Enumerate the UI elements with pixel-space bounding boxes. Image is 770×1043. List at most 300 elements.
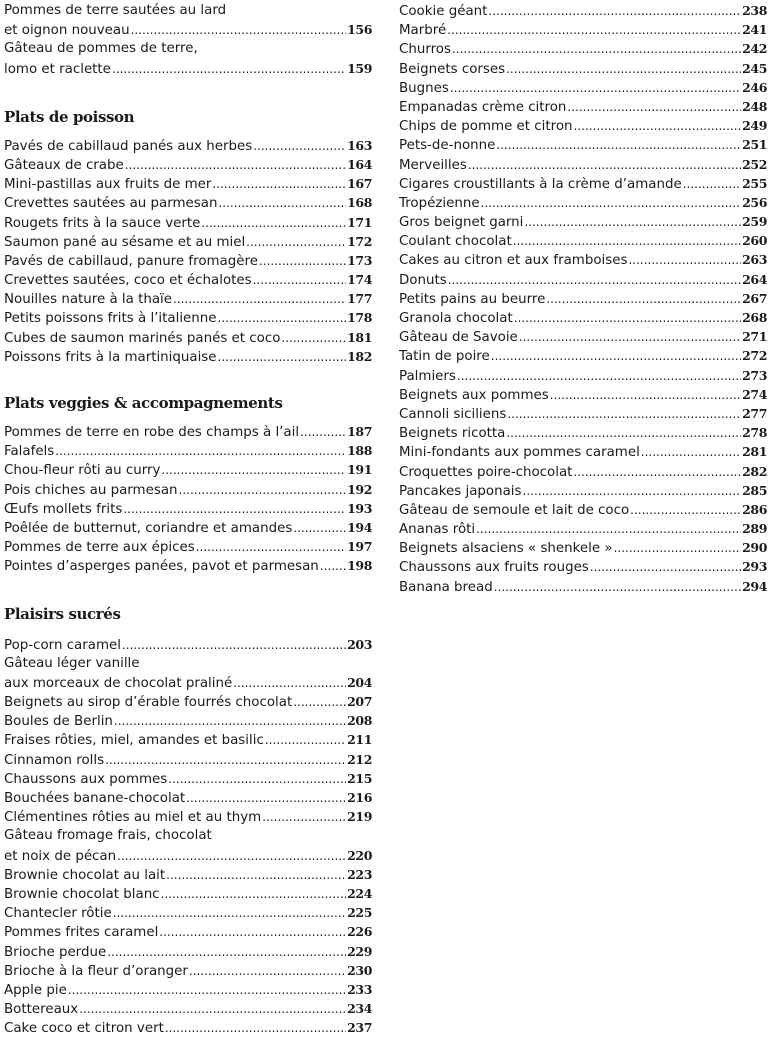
entry-title: Gâteau de Savoie [399, 330, 518, 346]
page-number: 251 [742, 137, 767, 153]
entry-line [399, 577, 767, 596]
page-number: 237 [347, 1020, 372, 1036]
page-number: 198 [347, 558, 372, 574]
entry-title: Apple pie [4, 982, 67, 998]
entry-title: Cakes au citron et aux framboises [399, 253, 628, 269]
entry-line [399, 39, 767, 58]
page-number: 220 [347, 847, 372, 863]
entry-title: Pets-de-nonne [399, 138, 496, 154]
entry-title: Chips de pomme et citron [399, 119, 573, 135]
entry-line [4, 499, 372, 518]
section-spacer [4, 366, 372, 393]
page-number: 249 [742, 118, 767, 134]
toc-entry[interactable] [4, 884, 372, 903]
entry-line [399, 423, 767, 442]
entry-line [4, 711, 372, 730]
toc-entry[interactable] [399, 481, 767, 500]
toc-entry[interactable] [399, 500, 767, 519]
dot-leader [114, 712, 346, 731]
toc-entry[interactable] [4, 807, 372, 826]
toc-entry[interactable] [4, 328, 372, 347]
entry-title: Chaussons aux fruits rouges [399, 560, 589, 576]
entry-line [399, 97, 767, 116]
dot-leader [186, 789, 346, 808]
entry-title: Petits pains au beurre [399, 291, 546, 307]
dot-leader [496, 136, 741, 155]
entry-line [4, 1018, 372, 1037]
dot-leader [293, 519, 346, 538]
dot-leader [476, 520, 741, 539]
entry-line [399, 442, 767, 461]
toc-entry[interactable] [4, 654, 372, 692]
entry-line [4, 922, 372, 941]
toc-entry[interactable] [4, 308, 372, 327]
toc-entry[interactable] [4, 251, 372, 270]
page-number: 225 [347, 905, 372, 921]
page-number: 260 [742, 233, 767, 249]
toc-entry[interactable] [399, 250, 767, 269]
toc-entry[interactable] [399, 519, 767, 538]
page-number: 223 [347, 866, 372, 882]
toc-entry[interactable] [4, 499, 372, 518]
page-number: 212 [347, 751, 372, 767]
entry-title: Pavés de cabillaud, panure fromagère [4, 253, 258, 269]
toc-entry[interactable] [4, 769, 372, 788]
toc-entry[interactable] [399, 423, 767, 442]
entry-title: Bugnes [399, 80, 449, 96]
toc-entry[interactable] [399, 442, 767, 461]
page-number: 281 [742, 444, 767, 460]
page-number: 289 [742, 521, 767, 537]
entry-line [4, 174, 372, 193]
toc-entry[interactable] [399, 193, 767, 212]
toc-entry[interactable] [399, 538, 767, 557]
entry-line [399, 193, 767, 212]
toc-entry[interactable] [4, 441, 372, 460]
dot-leader [574, 117, 742, 136]
dot-leader [201, 214, 346, 233]
section-spacer [4, 624, 372, 635]
page-number: 182 [347, 348, 372, 364]
dot-leader [550, 386, 741, 405]
page-number: 168 [347, 195, 372, 211]
section-spacer [4, 78, 372, 107]
entry-line [4, 692, 372, 711]
dot-leader [628, 251, 741, 270]
section-heading: Plaisirs sucrés [4, 604, 121, 623]
entry-title: Coulant chocolat [399, 234, 512, 250]
entry-line [399, 155, 767, 174]
entry-title: Pancakes japonais [399, 483, 522, 499]
page-number: 271 [742, 329, 767, 345]
toc-entry[interactable] [399, 59, 767, 78]
entry-line [4, 635, 372, 654]
toc-entry[interactable] [4, 692, 372, 711]
dot-leader [573, 463, 741, 482]
page-number: 273 [742, 367, 767, 383]
page-number: 194 [347, 519, 372, 535]
toc-entry[interactable] [4, 922, 372, 941]
entry-line [399, 308, 767, 327]
entry-title: Cigares croustillants à la crème d’amande [399, 176, 682, 192]
entry-title-line: Pommes de terre sautées au lard [4, 3, 227, 18]
entry-line [4, 251, 372, 270]
toc-entry[interactable] [399, 366, 767, 385]
dot-leader [131, 21, 346, 40]
page-number: 233 [347, 981, 372, 997]
entry-title: Bottereaux [4, 1002, 79, 1018]
dot-leader [68, 981, 346, 1000]
dot-leader [212, 175, 346, 194]
dot-leader [168, 770, 346, 789]
entry-title: Cannoli siciliens [399, 406, 507, 422]
entry-line [399, 404, 767, 423]
dot-leader [262, 808, 346, 827]
entry-title: Tropézienne [399, 195, 480, 211]
dot-leader [567, 98, 741, 117]
dot-leader [614, 539, 742, 558]
toc-entry[interactable] [4, 270, 372, 289]
toc-entry[interactable] [4, 942, 372, 961]
page-number: 159 [347, 60, 372, 76]
entry-title: Banana bread [399, 579, 493, 595]
entry-title: Clémentines rôties au miel et au thym [4, 810, 262, 826]
dot-leader [491, 347, 741, 366]
toc-entry[interactable] [4, 903, 372, 922]
entry-title: et noix de pécan [4, 848, 117, 864]
dot-leader [159, 923, 346, 942]
entry-line [399, 78, 767, 97]
entry-title: Ananas rôti [399, 522, 476, 538]
entry-line [4, 232, 372, 251]
toc-entry[interactable] [4, 711, 372, 730]
toc-entry[interactable] [4, 537, 372, 556]
dot-leader [259, 252, 346, 271]
dot-leader [452, 40, 741, 59]
dot-leader [513, 232, 741, 251]
entry-line [4, 480, 372, 499]
toc-entry[interactable] [399, 231, 767, 250]
entry-line [4, 328, 372, 347]
dot-leader [494, 578, 741, 597]
toc-entry[interactable] [4, 1, 372, 39]
page-number: 290 [742, 540, 767, 556]
dot-leader [506, 424, 741, 443]
dot-leader [196, 538, 346, 557]
entry-title: Merveilles [399, 157, 467, 173]
entry-line [399, 174, 767, 193]
toc-entry[interactable] [4, 788, 372, 807]
entry-title: Nouilles nature à la thaïe [4, 292, 173, 308]
toc-left-column [4, 0, 372, 1038]
toc-entry[interactable] [4, 750, 372, 769]
entry-line [399, 231, 767, 250]
entry-line [399, 135, 767, 154]
entry-title-line: Gâteau de pommes de terre, [4, 41, 198, 57]
dot-leader [122, 636, 346, 655]
entry-title: Gros beignet garni [399, 215, 524, 231]
dot-leader [293, 693, 346, 712]
toc-entry[interactable] [399, 404, 767, 423]
entry-title: Empanadas crème citron [399, 99, 567, 115]
page-number: 255 [742, 175, 767, 191]
entry-title: Beignets ricotta [399, 426, 506, 442]
page-number: 192 [347, 481, 372, 497]
page-number: 171 [347, 214, 372, 230]
entry-title: Pois chiches au parmesan [4, 482, 178, 498]
entry-title: Crevettes sautées au parmesan [4, 196, 218, 212]
toc-entry[interactable] [4, 865, 372, 884]
page-number: 215 [347, 770, 372, 786]
toc-entry[interactable] [4, 556, 372, 575]
dot-leader [117, 847, 346, 866]
page-number: 230 [347, 962, 372, 978]
dot-leader [123, 500, 346, 519]
entry-title: Poissons frits à la martiniquaise [4, 349, 217, 365]
toc-entry[interactable] [4, 174, 372, 193]
dot-leader [300, 423, 346, 442]
dot-leader [218, 309, 347, 328]
toc-entry[interactable] [4, 347, 372, 366]
toc-entry[interactable] [399, 577, 767, 596]
page-number: 248 [742, 98, 767, 114]
entry-title-line: Gâteau léger vanille [4, 655, 140, 671]
entry-line [399, 481, 767, 500]
entry-line [399, 462, 767, 481]
page-number: 263 [742, 252, 767, 268]
page-number: 277 [742, 405, 767, 421]
entry-line [399, 1, 767, 20]
toc-entry[interactable] [399, 155, 767, 174]
page-number: 267 [742, 290, 767, 306]
entry-line [399, 59, 767, 78]
dot-leader [450, 79, 741, 98]
toc-entry[interactable] [4, 1018, 372, 1037]
page-number: 224 [347, 886, 372, 901]
page-number: 193 [347, 500, 372, 516]
entry-title: Gâteau de semoule et lait de coco [399, 502, 630, 518]
dot-leader [218, 194, 346, 213]
dot-leader [218, 348, 347, 367]
entry-title: Beignets alsaciens « shenkele » [399, 541, 613, 557]
page-number: 264 [742, 271, 767, 287]
entry-title: Beignets aux pommes [399, 387, 549, 403]
toc-entry[interactable] [4, 136, 372, 155]
toc-entry[interactable] [4, 289, 372, 308]
toc-entry[interactable] [4, 155, 372, 174]
toc-entry[interactable] [399, 116, 767, 135]
entry-title: Granola chocolat [399, 311, 513, 326]
dot-leader [79, 1000, 346, 1019]
entry-line [399, 20, 767, 39]
entry-line [4, 961, 372, 980]
entry-title: Brownie chocolat au lait [4, 867, 166, 883]
toc-entry[interactable] [399, 346, 767, 365]
dot-leader [683, 175, 741, 194]
entry-line [4, 884, 372, 903]
entry-title: Pop-corn caramel [4, 637, 121, 653]
toc-entry[interactable] [399, 1, 767, 20]
entry-line [399, 500, 767, 519]
entry-line [399, 538, 767, 557]
toc-entry[interactable] [4, 232, 372, 251]
toc-entry[interactable] [399, 97, 767, 116]
page-number: 204 [347, 674, 372, 690]
dot-leader [590, 558, 741, 577]
toc-entry[interactable] [4, 518, 372, 537]
dot-leader [253, 271, 346, 290]
entry-title-line: Gâteau fromage frais, chocolat [4, 828, 212, 844]
toc-entry[interactable] [399, 327, 767, 346]
entry-title: Œufs mollets frits [4, 501, 123, 517]
page-number: 238 [742, 3, 767, 18]
toc-entry[interactable] [4, 213, 372, 232]
entry-title: Saumon pané au sésame et au miel [4, 234, 246, 250]
entry-line [4, 788, 372, 807]
entry-line [4, 289, 372, 308]
page-number: 173 [347, 252, 372, 268]
entry-title: Mini-pastillas aux fruits de mer [4, 177, 212, 193]
section-heading: Plats veggies & accompagnements [4, 394, 283, 413]
dot-leader [641, 443, 741, 462]
page-number: 174 [347, 272, 372, 288]
entry-title: Chantecler rôtie [4, 906, 112, 922]
dot-leader [506, 60, 741, 79]
page-number: 219 [347, 809, 372, 825]
entry-title: Beignets corses [399, 61, 506, 77]
entry-line [399, 250, 767, 269]
page-number: 197 [347, 539, 372, 555]
dot-leader [189, 962, 346, 981]
page-number: 177 [347, 291, 372, 307]
entry-line [4, 193, 372, 212]
toc-entry[interactable] [399, 557, 767, 576]
toc-entry[interactable] [399, 212, 767, 231]
page-number: 207 [347, 694, 372, 710]
toc-entry[interactable] [399, 462, 767, 481]
page-number: 167 [347, 176, 372, 192]
entry-title: Falafels [4, 444, 55, 460]
entry-title: Pommes de terre en robe des champs à l’ail [4, 425, 300, 441]
page-number: 188 [347, 443, 372, 459]
toc-entry[interactable] [399, 308, 767, 327]
toc-entry[interactable] [4, 480, 372, 499]
entry-line [4, 155, 372, 174]
entry-title: Petits poissons frits à l’italienne [4, 311, 217, 327]
dot-leader [105, 751, 346, 770]
toc-entry[interactable] [4, 635, 372, 654]
entry-line [4, 308, 372, 327]
entry-line [399, 385, 767, 404]
entry-title: Tatin de poire [399, 349, 490, 365]
entry-title: Cubes de saumon marinés panés et coco [4, 330, 281, 346]
entry-line [4, 673, 372, 692]
entry-line [4, 59, 372, 78]
dot-leader [320, 557, 346, 576]
dot-leader [125, 156, 346, 175]
dot-leader [507, 405, 741, 424]
page-number: 294 [742, 578, 767, 594]
entry-title: Cookie géant [399, 4, 488, 19]
page-number: 208 [347, 713, 372, 729]
page-number: 226 [347, 924, 372, 940]
page-number: 234 [347, 1001, 372, 1017]
entry-title: Brioche à la fleur d’oranger [4, 963, 188, 979]
entry-title: Bouchées banane-chocolat [4, 791, 186, 807]
entry-title: Fraises rôties, miel, amandes et basilic [4, 733, 264, 749]
toc-entry[interactable] [4, 961, 372, 980]
page-number: 163 [347, 137, 372, 153]
entry-line [399, 557, 767, 576]
page-number: 181 [347, 329, 372, 345]
page-number: 164 [347, 156, 372, 172]
dot-leader [519, 328, 741, 347]
page-number: 282 [742, 463, 767, 479]
toc-entry[interactable] [4, 999, 372, 1018]
toc-entry[interactable] [4, 193, 372, 212]
page-number: 259 [742, 214, 767, 230]
dot-leader [457, 367, 741, 386]
entry-line [4, 347, 372, 366]
entry-line [4, 20, 372, 39]
entry-title: Marbré [399, 23, 447, 39]
page-number: 191 [347, 462, 372, 478]
entry-line [399, 116, 767, 135]
entry-line [4, 213, 372, 232]
entry-title: Brioche perdue [4, 944, 107, 960]
entry-line [4, 441, 372, 460]
entry-title: Pointes d’asperges panées, pavot et parmesan [4, 559, 319, 575]
entry-line [399, 366, 767, 385]
toc-entry[interactable] [399, 20, 767, 39]
entry-line [4, 270, 372, 289]
entry-title: Chaussons aux pommes [4, 771, 168, 787]
entry-title: Churros [399, 42, 451, 58]
toc-entry[interactable] [399, 270, 767, 289]
toc-entry[interactable] [4, 980, 372, 999]
toc-entry[interactable] [399, 385, 767, 404]
page-number: 285 [742, 482, 767, 498]
entry-line [4, 136, 372, 155]
toc-entry[interactable] [399, 289, 767, 308]
dot-leader [488, 2, 741, 21]
entry-title: Gâteaux de crabe [4, 157, 124, 173]
toc-entry[interactable] [4, 422, 372, 441]
toc-entry[interactable] [4, 826, 372, 864]
page-number: 156 [347, 22, 372, 38]
entry-line [4, 422, 372, 441]
toc-entry[interactable] [4, 730, 372, 749]
toc-entry[interactable] [399, 174, 767, 193]
toc-entry[interactable] [4, 39, 372, 77]
toc-entry[interactable] [399, 78, 767, 97]
dot-leader [481, 194, 742, 213]
dot-leader [546, 290, 741, 309]
toc-entry[interactable] [399, 135, 767, 154]
entry-line [4, 730, 372, 749]
page-number: 274 [742, 386, 767, 402]
entry-line [4, 903, 372, 922]
toc-entry[interactable] [399, 39, 767, 58]
page-number: 229 [347, 943, 372, 959]
toc-entry[interactable] [4, 460, 372, 479]
dot-leader [233, 674, 346, 693]
page-number: 172 [347, 233, 372, 249]
dot-leader [55, 442, 346, 461]
entry-title: Cake coco et citron vert [4, 1021, 164, 1037]
page-number: 246 [742, 79, 767, 95]
dot-leader [447, 21, 741, 40]
